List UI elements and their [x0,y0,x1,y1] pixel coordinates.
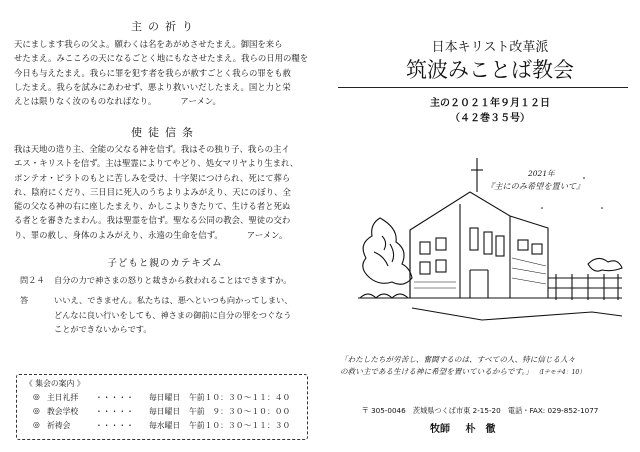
pastor [430,420,495,435]
creed-line: エス・キリストを信ず。主は聖霊によりてやどり、処女マリヤより生まれ、 [14,158,299,169]
prayer-line: えとは限りなく汝のものなればなり。 アーメン。 [14,94,310,108]
church-name: 筑波みことば教会 [406,58,574,82]
creed-line: 能の父なる神の右に座したまえり、かしこよりきたりて、生ける者と死ぬ [14,201,291,212]
issue-date: 主の２０２１年９月１２日 [430,98,550,109]
church-address: 〒 305-0046 茨城県つくば市東 2-15-20 電話・FAX: 029-852-1077 [361,406,599,415]
answer-line: どんなに良い行いをしても、神さまの御前に自分の罪をつぐなう [54,309,292,320]
catechism-block [20,273,310,337]
answer-line: いいえ、できません。私たちは、悪へといつも向かってしまい、 [54,295,293,305]
verse-ref: （Ⅰテモテ4：10） [535,369,586,376]
creed-line: 我は天地の造り主、全能の父なる神を信ず。我はその独り子、我らの主イ [14,144,290,154]
meeting-name: 主日礼拝 [47,393,79,402]
bullet-icon: ◎ [33,420,40,429]
meeting-name: 祈祷会 [47,421,71,430]
meeting-dots: ・・・・・ [95,421,134,430]
pastor-label: 牧師 [430,424,450,435]
bullet-icon: ◎ [33,406,40,415]
prayer-line: 天にまします我らの父よ。願わくは名をあがめさせたまえ。御国を来ら [14,39,283,49]
question-label: 問２４ [20,275,45,285]
meeting-day: 毎水曜日 [149,421,181,430]
bullet-icon: ◎ [33,392,40,401]
creed-line: り、罪の赦し、身体のよみがえり、永遠の生命を信ず。 アーメン。 [14,228,310,242]
meeting-dots: ・・・・・ [95,407,134,416]
meeting-time: 午前 ９：３０～１０：００ [189,407,291,416]
creed-text [14,142,310,242]
prayer-line: せたまえ。みこころの天になるごとく地にもなさせたまえ。我らの日用の糧を [14,53,309,64]
denomination: 日本キリスト改革派 [431,40,549,55]
motto-year: 2021年 [528,169,555,178]
prayer-line: したまえ。我らを試みにあわせず、悪より救いいだしたまえ。国と力と栄 [14,81,291,92]
pastor-name: 朴 徹 [465,424,496,435]
creed-line: れ、陰府にくだり、三日目に死人のうちよりよみがえり、天にのぼり、全 [14,186,291,197]
meeting-time: 午前１０：３０～１１：４０ [189,393,291,402]
prayer-line: 今日も与えたまえ。我らに罪を犯す者を我らが赦すごとく我らの罪をも赦 [14,67,291,78]
meeting-name: 教会学校 [47,407,79,416]
verse-line: 「わたしたちが労苦し、奮闘するのは、すべての人、特に信じる人々 [340,355,576,364]
verse [340,354,630,379]
meetings-box [16,374,308,440]
meeting-time: 午前１０：３０～１１：３０ [189,421,291,430]
header-rule [338,87,628,88]
church-illustration [352,148,630,326]
prayer-text [14,37,310,108]
creed-title: 使徒信条 [131,126,199,139]
meetings-title: 《 集会の案内 》 [25,379,85,388]
meeting-day: 毎日曜日 [149,393,181,402]
answer-line: ことができないからです。 [54,324,152,334]
prayer-amen: アーメン。 [180,96,221,107]
catechism-title: 子どもと親のカテキズム [107,258,223,269]
creed-line: ポンテオ・ピラトのもとに苦しみを受け、十字架につけられ、死にて葬ら [14,172,291,183]
creed-amen: アーメン。 [246,229,288,240]
meeting-dots: ・・・・・ [95,393,134,402]
creed-line: る者とを審きたまわん。我は聖霊を信ず。聖なる公同の教会、聖徒の交わ [14,215,291,226]
question-text: 自分の力で神さまの怒りと裁きから救われることはできますか。 [54,275,292,285]
issue-number: （４２巻３５号） [450,113,530,124]
verse-line: の救い主である生ける神に希望を置いているからです。」 （Ⅰテモテ4：10） [340,367,586,376]
meeting-day: 毎日曜日 [149,407,181,416]
answer-text [54,293,310,337]
prayer-title: 主の祈り [131,20,199,33]
motto: 『主にのみ希望を置いて』 [486,181,585,191]
answer-label: 答 [20,295,29,305]
